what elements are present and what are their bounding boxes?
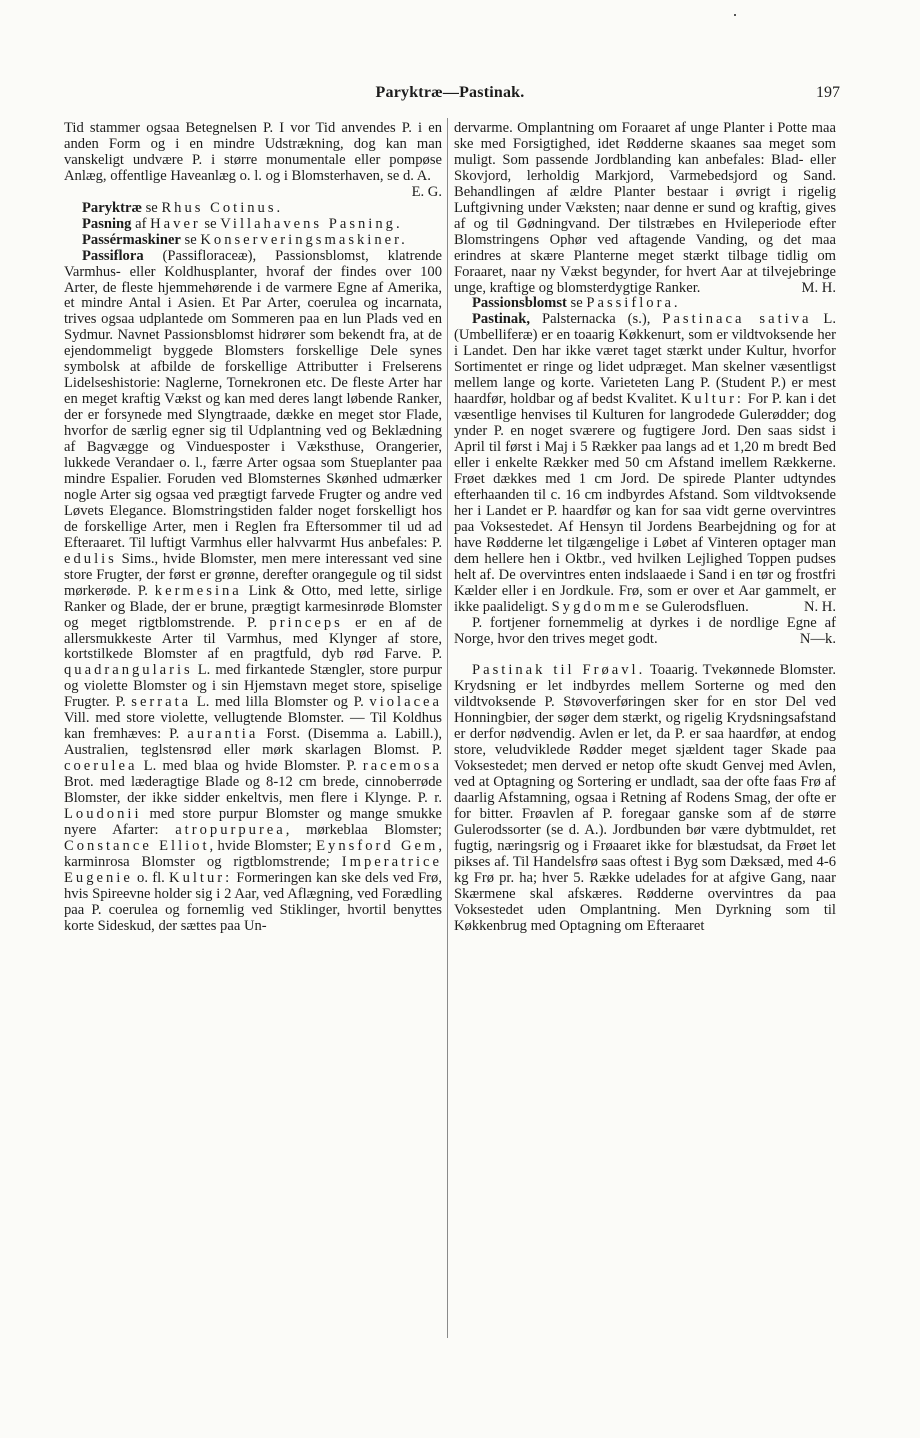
species-name: violacea — [369, 694, 443, 711]
entry-passionsblomst — [454, 296, 836, 312]
cross-reference: Rhus Cotinus. — [161, 199, 284, 216]
section-label: Sygdomme — [551, 598, 643, 615]
entry-text: o. fl. — [132, 869, 170, 886]
entry-text: , karminrosa Blomster og rigtblomstrende; — [64, 837, 442, 870]
entry-text: se — [141, 199, 162, 216]
paragraph-text: Tid stammer ogsaa Betegnelsen P. I vor Tid anvendes P. i en anden Form og i en mindre Udstrækning, dog kan man vanskeligt undvære P. i større monumentale eller pompøse Anlæg, offentlige Haveanlæg o. l. og i Blomsterhaven, se d. A. — [64, 120, 442, 184]
cross-reference: Passiflora. — [586, 295, 681, 312]
author-signature: N—k. — [799, 630, 836, 647]
entry-text: Palsternacka (s.), — [529, 311, 663, 328]
column-divider — [447, 118, 448, 1338]
entry-text: med store purpur Blomster og mange smukke nyere Afarter: — [64, 805, 442, 838]
entry-text: Brot. med læderagtige Blade og 8-12 cm brede, cinnoberrøde Blomster, der ikke sidder enkeltvis, men flere i Klynge. P. r. — [64, 774, 442, 807]
author-signature: E. G. — [411, 183, 442, 200]
entry-headword: Pastinak til Frøavl. — [472, 662, 646, 679]
species-name: serrata — [131, 694, 192, 711]
page-header — [58, 84, 842, 108]
entry-text: For P. kan i det væsentlige henvises til Kulturen for langrodede Gulerødder; dog ynder P. en noget sværere og fugtigere Jord. Den saas sidst i April til først i Maj i 5 Rækker paa langs ad et 1,20 m bredt Bed eller i enkelte Rækker med 50 cm Afstand imellem Rækkerne. Frøet dækkes med 1 cm Jord. De spirede Planter udtyndes efterhaanden til c. 16 cm indbyrdes Afstand. Som vildtvoksende her i Landet er P. haardfør og kan for saa vidt gerne overvintres paa Voksestedet. Af Hensyn til Jordens Bearbejdning og for at have Rødderne let tilgængelige i Løbet af Vinteren optager man dem hellere hen i Oktbr., ved hvilken Lejlighed Toppen pudses helt af. De overvintres enten indslaaede i Sand i en tør og frostfri Kælder eller i en Jordkule. Frø, som er over et Aar gammelt, er ikke paalideligt. — [454, 391, 837, 615]
entry-headword: Passérmaskiner — [82, 231, 181, 248]
entry-text: L. med blaa og hvide Blomster. P. — [137, 758, 363, 775]
entry-pastinak-froavl — [454, 663, 836, 934]
entry-text: , mørkeblaa Blomster; — [285, 821, 442, 838]
species-name: coerulea — [64, 758, 138, 775]
variety-name: Eynsford Gem — [316, 837, 439, 854]
cross-reference: Villahavens Pasning. — [220, 215, 403, 232]
species-name: princeps — [269, 614, 343, 631]
entry-text: Formeringen kan ske dels ved Frø, hvis Spireevne holder sig i 2 Aar, ved Aflægning, ved Forædling paa P. coerulea og fornemlig ved Stiklinger, hvortil benyttes korte Sideskud, der sættes paa Un- — [64, 869, 442, 934]
entry-text: Link & Otto, med lette, sirlige Ranker og Blade, der er brune, prægtigt karmesinrøde Blomster og meget rigtblomstrende. P. — [64, 582, 442, 631]
author-signature: N. H. — [803, 598, 836, 615]
section-label: Kultur: — [169, 869, 233, 886]
author-signature: M. H. — [801, 279, 836, 296]
entry-text: af — [131, 215, 151, 232]
entry-headword: Pasning — [82, 215, 132, 232]
entry-text: se Gulerodsfluen. — [642, 598, 749, 615]
entry-text: L. (Umbelliferæ) er en toaarig Køkkenurt, som er vildtvoksende her i Landet. Den har ikke været taget stærkt under Kultur, hvorfor Sortimentet er ringe og lidet udpræget. Man skelner væsentligst mellem lange og korte. Varieteten Lang P. (Student P.) er mest haardfør, holdbar og af bedst Kvalitet. — [454, 311, 836, 408]
paragraph-text: dervarme. Omplantning om Foraaret af unge Planter i Potte maa ske med Forsigtighed, idet Rødderne skaanes saa meget som muligt. Som passende Jordblanding kan anbefales: Blad- eller Skovjord, lerholdig Markjord, Varmebedsjord og Sand. Behandlingen af ældre Planter bestaar i øvrigt i rigelig Luftgivning under Væksten; naar denne er sund og kraftig, gives af og til Gødningvand. Der tilstræbes en Hvileperiode efter Blomstringens Ophør ved aftagende Vanding, og det maa erindres at skære Planterne meget stærkt tilbage tidlig om Foraaret, naar ny Vækst begynder, for hvert Aar at tilvejebringe unge, kraftige og blomsterdygtige Ranker. — [454, 120, 836, 296]
entry-headword: Pastinak, — [472, 311, 530, 328]
entry-headword: Paryktræ — [82, 199, 142, 216]
entry-passiflora — [64, 249, 442, 935]
entry-headword: Passiflora — [82, 247, 144, 264]
paragraph-park-intro — [64, 120, 442, 200]
species-name: edulis — [64, 550, 117, 567]
speck — [734, 14, 736, 16]
cross-reference: Haver — [150, 215, 201, 232]
running-title: Paryktræ—Pastinak. — [375, 84, 525, 101]
entry-text: se — [200, 215, 221, 232]
entry-text: L. med firkantede Stængler, store purpur og violette Blomster og i sin Hjemstavn meget store, spiselige Frugter. P. — [64, 662, 442, 711]
entry-text: (Passifloraceæ), Passionsblomst, klatrende Varmhus- eller Koldhusplanter, hvoraf der findes over 100 Arter, de fleste hjemmehørende i de varmere Egne af Amerika, et mindre Antal i Asien. Et Par Arter, coerulea og incarnata, trives ogsaa udplantede om Sommeren paa en lun Plads ved en Sydmur. Navnet Passionsblomst hidrører som bekendt fra, at de ejendommeligt byggede Blomsters forskellige Dele synes symbolsk at afbilde de forskellige Attributter i Frelserens Lidelseshistorie: Naglerne, Tornekronen etc. De fleste Arter har en meget kraftig Vækst og kan med deres langt løbende Ranker, der er forsynede med Slyngtraade, dække en meget stor Flade, hvorfor de særlig egner sig til Udplantning ved og Beklædning af Bagvægge og Vinduesposter i Væksthuse, Orangerier, lukkede Verandaer o. l., færre Arter ogsaa som Stueplanter paa mindre Espalier. Foruden ved Blomsternes Skønhed udmærker nogle Arter sig ogsaa ved prægtigt farvede Frugter og andre ved Løvets Elegance. Blomstringstiden falder noget forskelligt hos de forskellige Arter, men i Reglen fra Eftersommer til ud ad Efteraaret. Til luftigt Varmhus eller halvvarmt Hus anbefales: P. — [64, 247, 442, 551]
right-column — [454, 121, 836, 935]
entry-pastinak — [454, 312, 836, 615]
entry-text: Forst. (Disemma a. Labill.), Australien, teglstensrød eller mørk skarlagen Blomst. P. — [64, 726, 442, 759]
entry-text: se — [566, 295, 587, 312]
entry-pasning — [64, 217, 442, 233]
section-label: Kultur: — [680, 391, 744, 408]
species-name: Loudonii — [64, 805, 142, 822]
entry-paryktrae — [64, 201, 442, 217]
entry-passermaskiner — [64, 233, 442, 249]
entry-text: se — [180, 231, 201, 248]
paragraph-norway — [454, 616, 836, 648]
paragraph-passiflora-cont — [454, 121, 836, 296]
page-number: 197 — [816, 84, 840, 101]
variety-name: Imperatrice Eugenie — [64, 853, 442, 886]
entry-text: , hvide Blomster; — [209, 837, 317, 854]
left-column — [64, 121, 442, 935]
variety-name: Constance Elliot — [64, 837, 210, 854]
entry-text: Sims., hvide Blomster, men mere interessant ved sine store Frugter, der først er grønne, derefter orangegule og til sidst mørkerøde. P. — [64, 550, 442, 599]
entry-text: Vill. med store violette, vellugtende Blomster. — Til Koldhus kan fremhæves: P. — [64, 710, 442, 743]
entry-headword: Passionsblomst — [472, 295, 567, 312]
paragraph-text: P. fortjener fornemmelig at dyrkes i de nordlige Egne af Norge, hvor den trives meget godt. — [454, 614, 836, 647]
species-name: Pastinaca sativa — [662, 311, 812, 328]
cross-reference: Konserveringsmaskiner. — [200, 231, 408, 248]
species-name: kermesina — [154, 582, 242, 599]
entry-text: er en af de allersmukkeste Arter til Varmhus, med Klynger af store, kortstilkede Blomster af en pragtfuld, dyb rød Farve. P. — [64, 614, 442, 663]
variety-name: atropurpurea — [175, 821, 286, 838]
species-name: racemosa — [362, 758, 442, 775]
species-name: quadrangularis — [64, 662, 193, 679]
entry-text: Toaarig. Tvekønnede Blomster. Krydsning er let indbyrdes mellem Sorterne og med den vildtvoksende P. Støvoverføringen sker for en stor Del ved Honningbier, der søger dem stærkt, og rigelig Krydsningsafstand er derfor nødvendig. Avlen er let, da P. er saa haardfør, at endog store, veludviklede Rødder meget sjældent tager Skade paa Voksestedet; men derved er netop ofte skudt Genvej med Avlen, ved at Optagning og Sortering er undladt, saa der ofte faas Frø af daarlig Afstamning, ogsaa i Retning af Rodens Smag, der ofte er for bitter. Frøavlen af P. foregaar ganske som af de større Gulerodssorter (se d. A.). Jordbunden bør være dybtmuldet, ret fugtig, næringsrig og i Frøaaret ikke for blæstudsat, da Frøet let pikses af. Til Handelsfrø saas oftest i Byg som Dæksæd, med 4-6 kg Frø pr. ha; hver 5. Række udelades for at afgive Gang, naar Skærmene skal afskæres. Rødderne overvintres da paa Voksestedet uden Omplantning. Men Dyrkning som til Køkkenbrug med Optagning om Efteraaret — [454, 662, 836, 934]
species-name: aurantia — [187, 726, 259, 743]
entry-text: L. med lilla Blomster og P. — [191, 694, 370, 711]
